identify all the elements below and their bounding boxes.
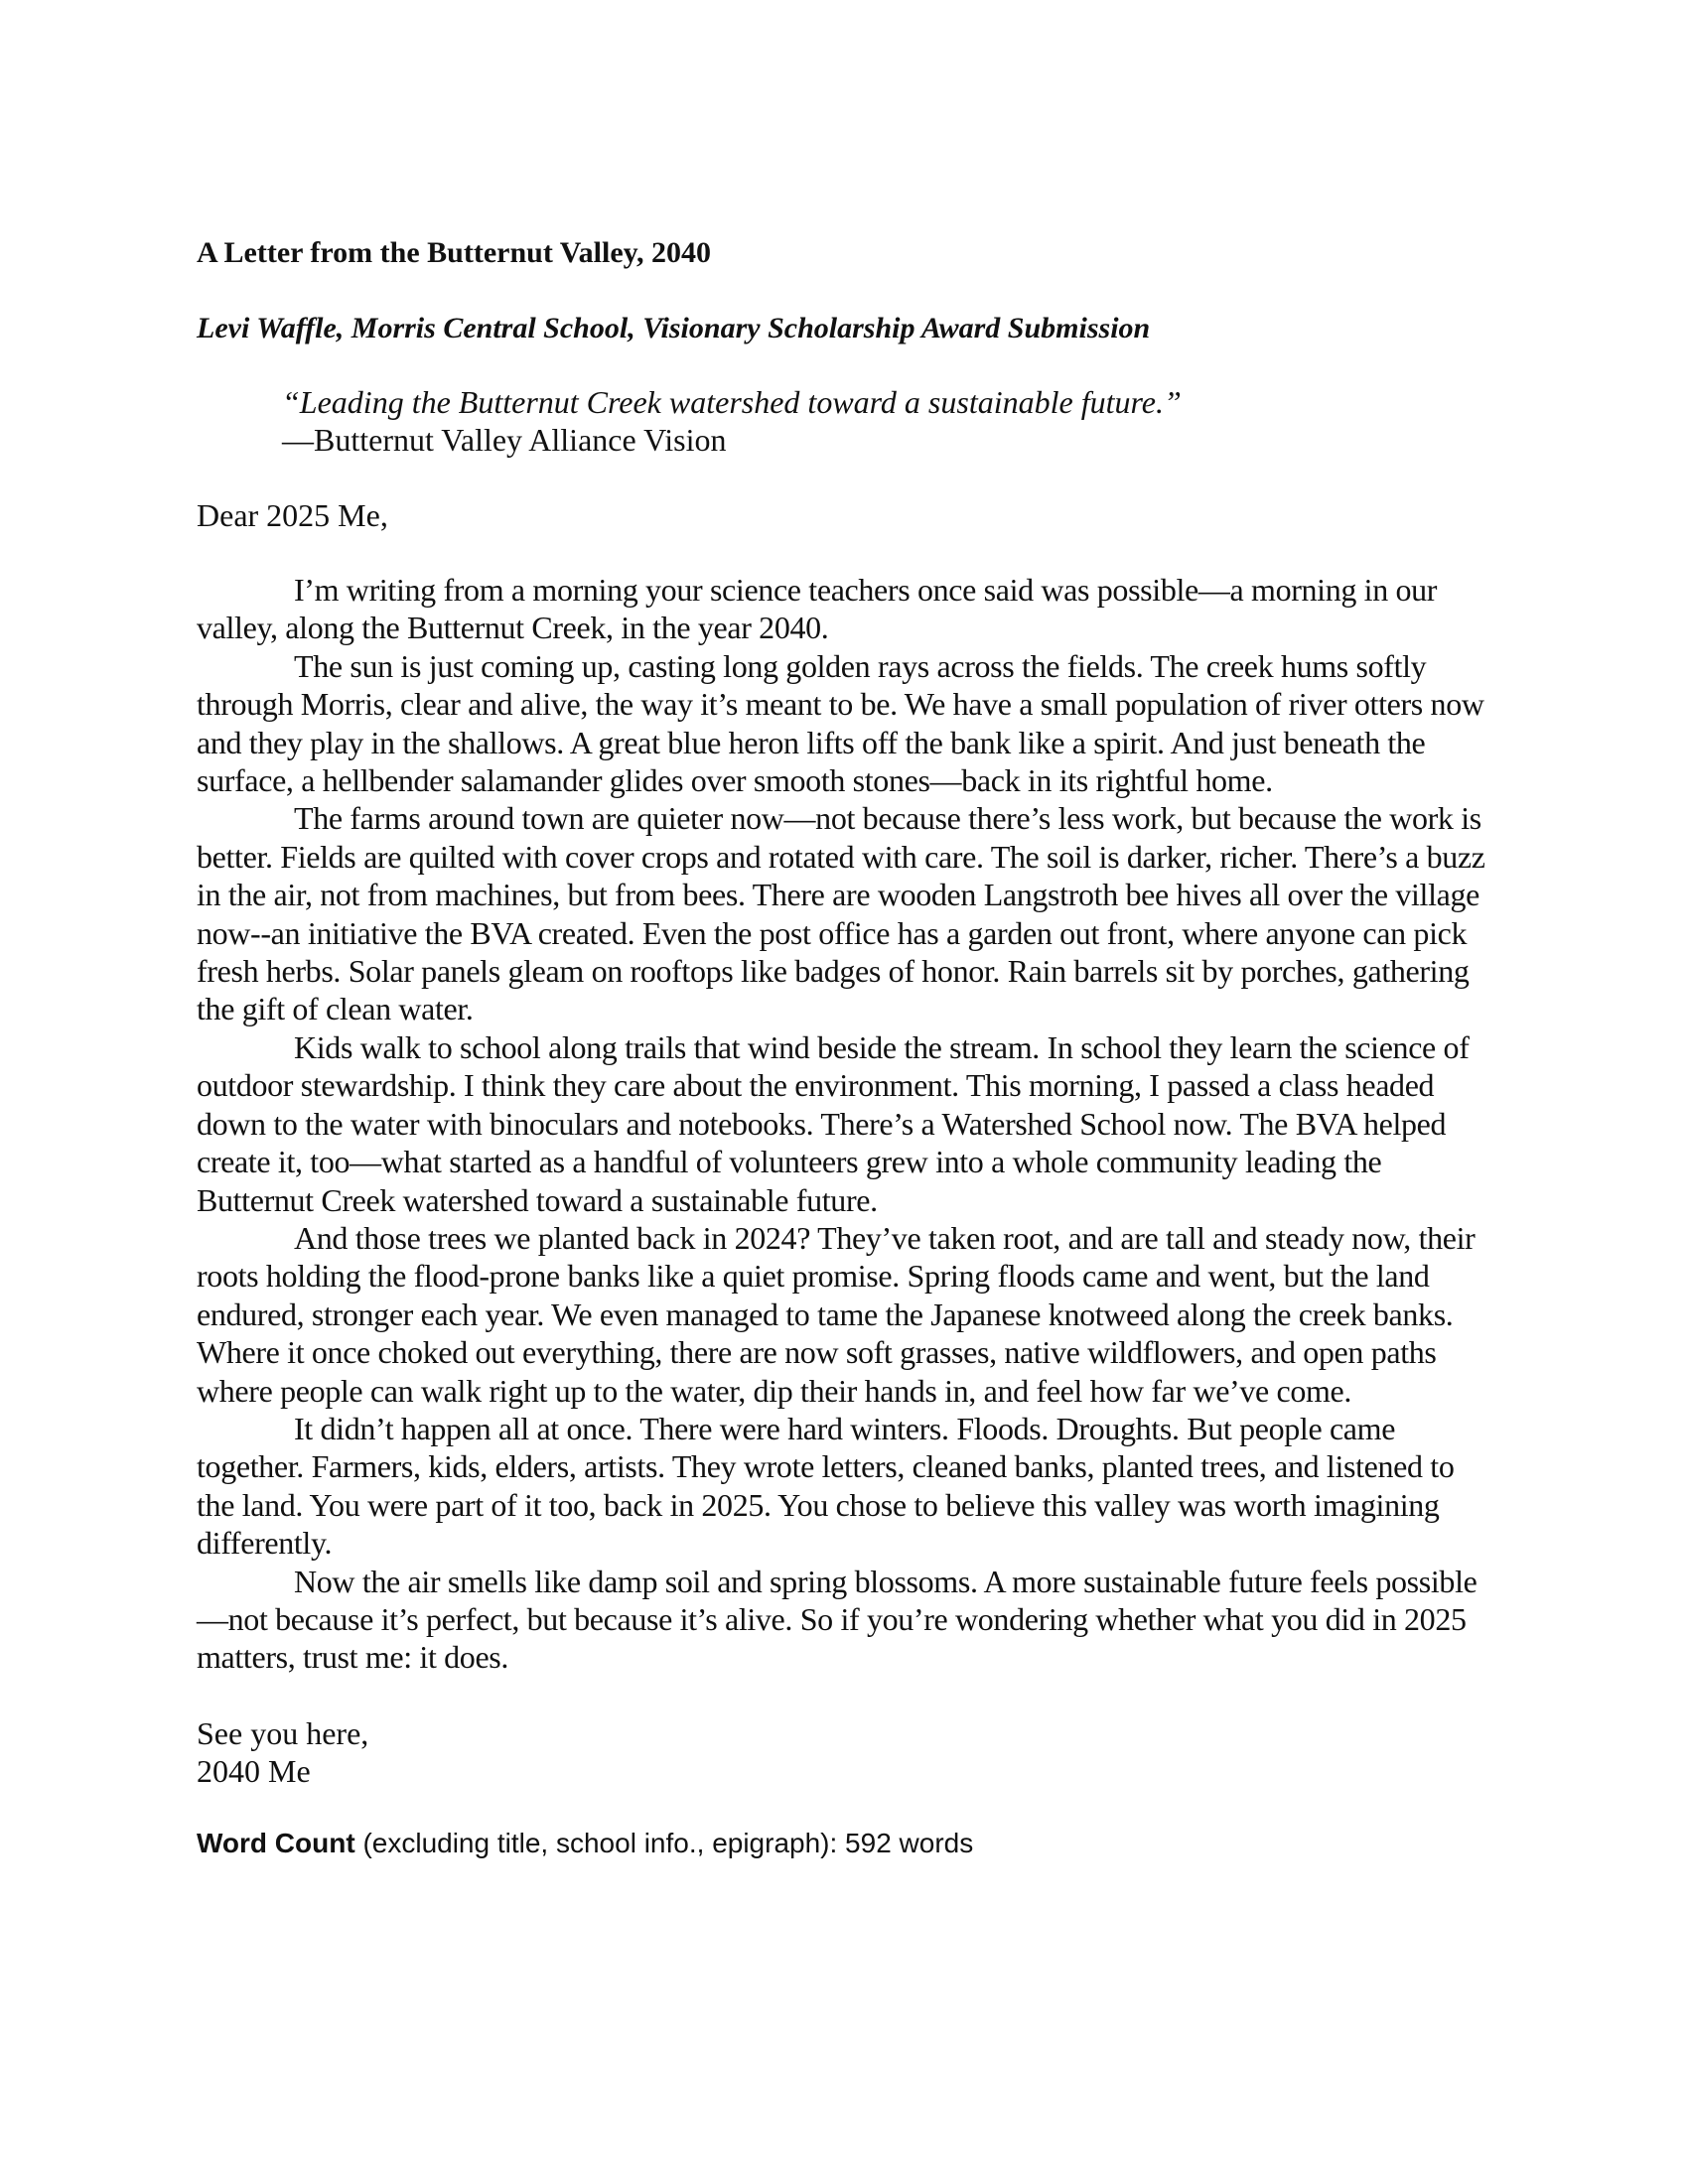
letter	[197, 234, 1497, 1861]
author-byline: Levi Waffle, Morris Central School, Visionary Scholarship Award Submission	[197, 312, 1151, 344]
epigraph	[282, 383, 1497, 459]
paragraph: Now the air smells like damp soil and spring blossoms. A more sustainable future feels possible—not because it’s perfect, but because it’s alive. So if you’re wondering whether what you did in 2025 matters, trust me: it does.	[197, 1563, 1477, 1676]
word-count-detail: (excluding title, school info., epigraph): 592 words	[354, 1827, 974, 1858]
epigraph-attribution: —Butternut Valley Alliance Vision	[282, 422, 727, 458]
word-count-label: Word Count	[197, 1827, 355, 1858]
paragraph: The sun is just coming up, casting long golden rays across the fields. The creek hums softly through Morris, clear and alive, the way it’s meant to be. We have a small population of river otters now and they play in the shallows. A great blue heron lifts off the bank like a spirit. And just beneath the surface, a hellbender salamander glides over smooth stones—back in its rightful home.	[197, 647, 1484, 799]
closing	[197, 1714, 1497, 1790]
epigraph-quote: “Leading the Butternut Creek watershed toward a sustainable future.”	[282, 384, 1182, 420]
paragraph: And those trees we planted back in 2024? They’ve taken root, and are tall and steady now, their roots holding the flood-prone banks like a quiet promise. Spring floods came and went, but the land endured, stronger each year. We even managed to tame the Japanese knotweed along the creek banks. Where it once choked out everything, there are now soft grasses, native wildflowers, and open paths where people can walk right up to the water, dip their hands in, and feel how far we’ve come.	[197, 1219, 1476, 1409]
paragraph: It didn’t happen all at once. There were hard winters. Floods. Droughts. But people came together. Farmers, kids, elders, artists. They wrote letters, cleaned banks, planted trees, and listened to the land. You were part of it too, back in 2025. You chose to believe this valley was worth imagining differently.	[197, 1410, 1455, 1562]
paragraph: The farms around town are quieter now—not because there’s less work, but because the work is better. Fields are quilted with cover crops and rotated with care. The soil is darker, richer. There’s a buzz in the air, not from machines, but from bees. There are wooden Langstroth bee hives all over the village now--an initiative the BVA created. Even the post office has a garden out front, where anyone can pick fresh herbs. Solar panels gleam on rooftops like badges of honor. Rain barrels sit by porches, gathering the gift of clean water.	[197, 800, 1485, 1027]
letter-body	[197, 571, 1497, 1677]
paragraph: I’m writing from a morning your science teachers once said was possible—a morning in our valley, along the Butternut Creek, in the year 2040.	[197, 572, 1438, 646]
closing-line: See you here,	[197, 1714, 369, 1751]
paragraph: Kids walk to school along trails that wind beside the stream. In school they learn the science of outdoor stewardship. I think they care about the environment. This morning, I passed a class headed down to the water with binoculars and notebooks. There’s a Watershed School now. The BVA helped create it, too—what started as a handful of volunteers grew into a whole community leading the Butternut Creek watershed toward a sustainable future.	[197, 1028, 1470, 1218]
word-count	[197, 1826, 1497, 1861]
letter-title: A Letter from the Butternut Valley, 2040	[197, 236, 712, 269]
signature-line: 2040 Me	[197, 1752, 311, 1789]
salutation: Dear 2025 Me,	[197, 497, 388, 533]
